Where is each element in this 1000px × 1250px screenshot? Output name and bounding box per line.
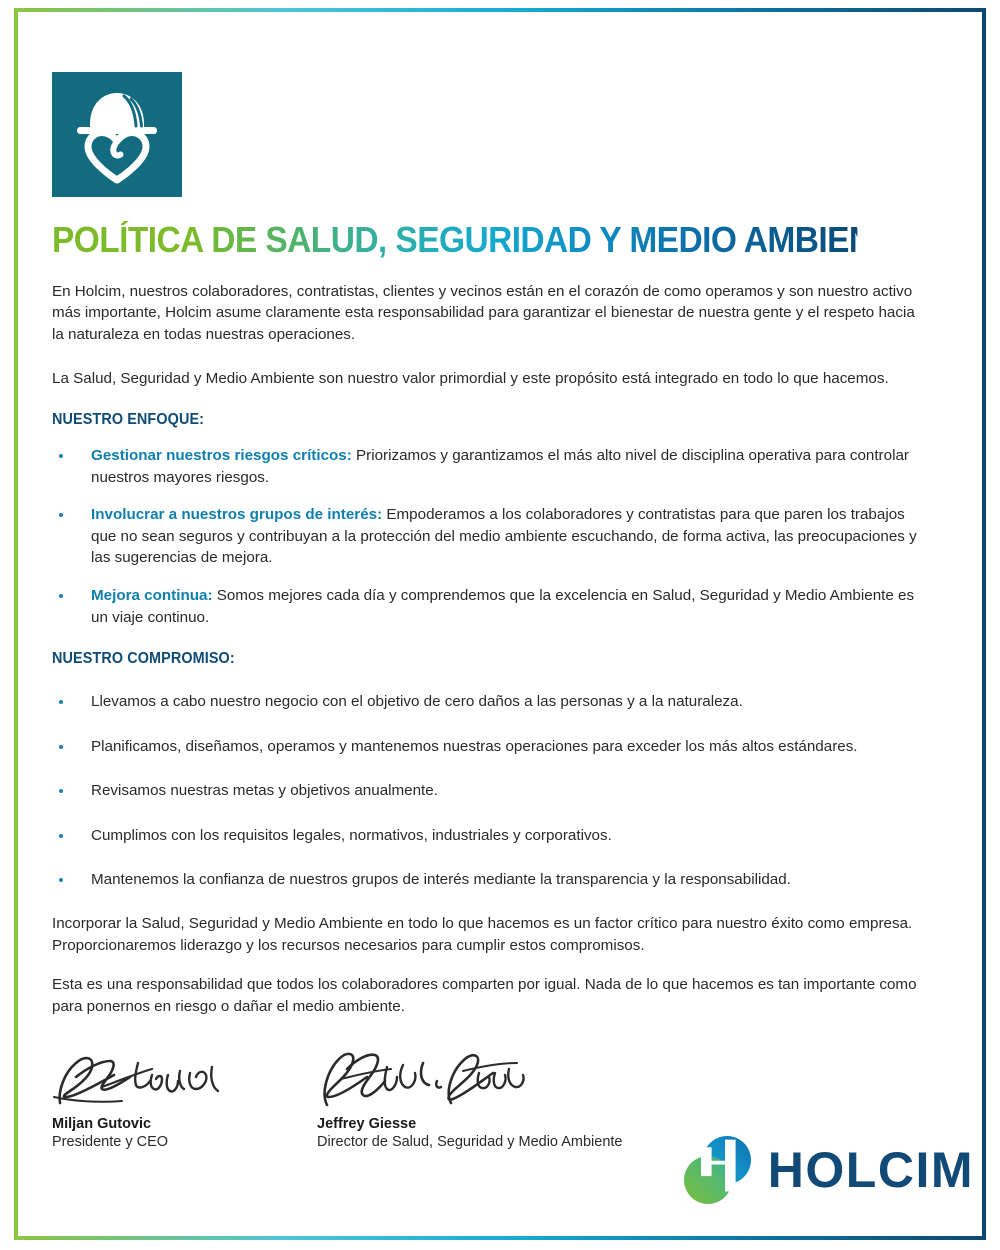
hardhat-heart-icon (52, 72, 182, 197)
bullet-lead: Involucrar a nuestros grupos de interés: (91, 506, 383, 524)
intro-paragraph-2: La Salud, Seguridad y Medio Ambiente son nuestro valor primordial y este propósito está integrado en todo lo que hacemos. (52, 369, 889, 387)
holcim-wordmark: HOLCIM (767, 1142, 974, 1198)
list-item (52, 445, 918, 488)
handwritten-signature-icon (317, 1047, 537, 1109)
holcim-circles-h-logo-icon (682, 1132, 754, 1208)
list-item: Cumplimos con los requisitos legales, normativos, industriales y corporativos. (52, 825, 918, 847)
intro-paragraph-1: En Holcim, nuestros colaboradores, contratistas, clientes y vecinos están en el corazón de como operamos y son nuestro activo más importante, Holcim asume claramente esta responsabilidad para garantizar el bienestar de nuestra gente y el respeto hacia la naturaleza en todas nuestras operaciones. (52, 282, 915, 343)
list-item (52, 585, 918, 628)
list-item: Planificamos, diseñamos, operamos y mantenemos nuestras operaciones para exceder los más altos estándares. (52, 736, 918, 758)
signature-miljan-gutovic (52, 1047, 302, 1152)
bullet-lead: Mejora continua: (91, 587, 213, 604)
signature-jeffrey-giesse (317, 1047, 627, 1152)
list-item: Llevamos a cabo nuestro negocio con el objetivo de cero daños a las personas y a la naturaleza. (52, 691, 918, 713)
signatory-name: Jeffrey Giesse (317, 1116, 417, 1133)
commitment-list (52, 691, 918, 891)
list-item: Mantenemos la confianza de nuestros grupos de interés mediante la transparencia y la responsabilidad. (52, 869, 918, 891)
list-item (52, 504, 918, 569)
section-heading-compromiso: NUESTRO COMPROMISO: (52, 650, 235, 668)
signatory-role: Presidente y CEO (52, 1134, 169, 1151)
bullet-text: Priorizamos y garantizamos el más alto nivel de disciplina operativa para controlar nuestros mayores riesgos. (91, 447, 909, 486)
section-heading-enfoque: NUESTRO ENFOQUE: (52, 411, 205, 429)
signatory-name: Miljan Gutovic (52, 1116, 152, 1133)
closing-paragraph-2: Esta es una responsabilidad que todos los colaboradores comparten por igual. Nada de lo que hacemos es tan importante como para ponernos en riesgo o dañar el medio ambiente. (52, 976, 917, 1015)
bullet-lead: Gestionar nuestros riesgos críticos: (91, 447, 352, 465)
bullet-text: Somos mejores cada día y comprendemos que la excelencia en Salud, Seguridad y Medio Ambiente es un viaje continuo. (91, 587, 915, 626)
bullet-text: Empoderamos a los colaboradores y contratistas para que paren los trabajos que no sean seguros y contribuyan a la protección del medio ambiente escuchando, de forma activa, las preocupaciones y las sugerencias de mejora. (91, 506, 917, 567)
closing-paragraph-1: Incorporar la Salud, Seguridad y Medio Ambiente en todo lo que hacemos es un factor crítico para nuestro éxito como empresa. Proporcionaremos liderazgo y los recursos necesarios para cumplir estos compromisos. (52, 915, 913, 954)
handwritten-signature-icon (52, 1047, 262, 1109)
holcim-logo (682, 1132, 974, 1208)
document-content (52, 8, 918, 1187)
signatory-role: Director de Salud, Seguridad y Medio Ambiente (317, 1134, 623, 1151)
approach-list (52, 445, 918, 628)
page-title: POLÍTICA DE SALUD, SEGURIDAD Y MEDIO AMBIENTE (52, 219, 915, 260)
list-item: Revisamos nuestras metas y objetivos anualmente. (52, 780, 918, 802)
